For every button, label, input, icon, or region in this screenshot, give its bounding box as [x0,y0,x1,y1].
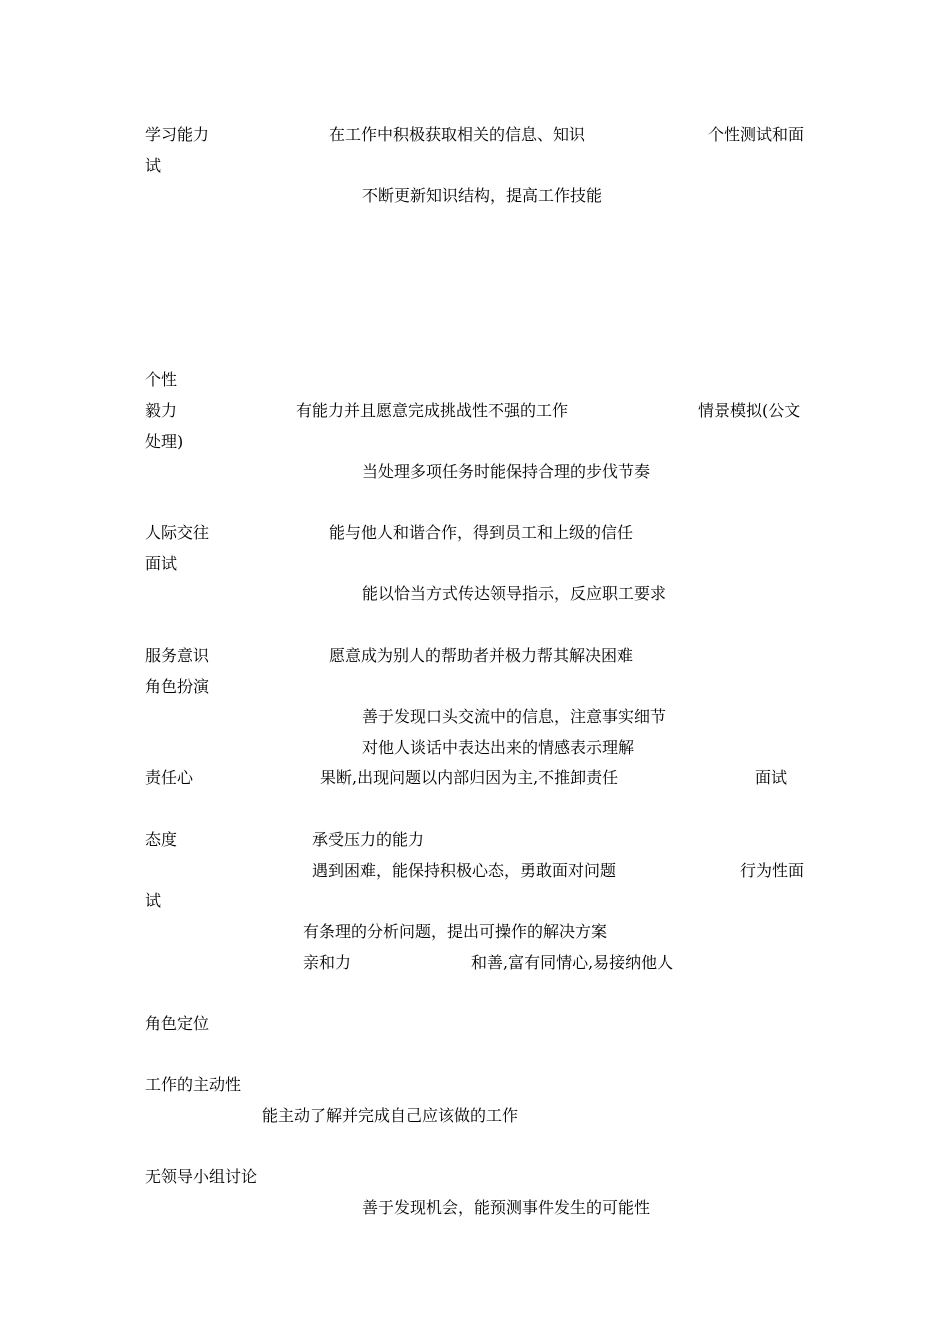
category-attitude: 态度 [145,830,178,849]
description-text: 不断更新知识结构，提高工作技能 [362,186,603,205]
category-personality: 个性 [145,370,178,389]
competency-stress-tolerance: 承受压力的能力 [312,830,425,849]
description-text: 有条理的分析问题，提出可操作的解决方案 [303,922,608,941]
competency-initiative: 工作的主动性 [145,1075,242,1094]
assessment-method-leaderless-group: 无领导小组讨论 [145,1167,258,1186]
competency-responsibility: 责任心 [145,768,194,787]
description-text: 对他人谈话中表达出来的情感表示理解 [362,738,635,757]
competency-learning-ability: 学习能力 [145,125,210,144]
assessment-method: 面试 [755,768,788,787]
description-text: 能与他人和谐合作，得到员工和上级的信任 [329,523,634,542]
competency-interpersonal: 人际交往 [145,523,210,542]
assessment-method: 行为性面 [740,861,805,880]
competency-perseverance: 毅力 [145,401,178,420]
assessment-method: 情景模拟(公文 [698,401,801,420]
competency-affinity: 亲和力 [303,953,352,972]
description-text: 在工作中积极获取相关的信息、知识 [329,125,586,144]
description-text: 果断,出现问题以内部归因为主,不推卸责任 [320,768,619,787]
description-text: 愿意成为别人的帮助者并极力帮其解决困难 [329,646,634,665]
assessment-method-continued: 试 [145,156,162,175]
description-text: 当处理多项任务时能保持合理的步伐节奏 [362,462,651,481]
assessment-method: 角色扮演 [145,677,210,696]
competency-role-positioning: 角色定位 [145,1014,210,1033]
assessment-method: 个性测试和面 [708,125,805,144]
description-text: 有能力并且愿意完成挑战性不强的工作 [296,401,569,420]
assessment-method: 面试 [145,554,178,573]
assessment-method-continued: 处理) [145,432,184,451]
assessment-method-continued: 试 [145,891,162,910]
description-text: 善于发现口头交流中的信息，注意事实细节 [362,707,667,726]
competency-service-awareness: 服务意识 [145,646,210,665]
description-text: 能以恰当方式传达领导指示，反应职工要求 [362,584,667,603]
description-text: 能主动了解并完成自己应该做的工作 [262,1106,519,1125]
description-text: 和善,富有同情心,易接纳他人 [471,953,674,972]
description-text: 遇到困难，能保持积极心态，勇敢面对问题 [312,861,617,880]
description-text: 善于发现机会，能预测事件发生的可能性 [362,1198,651,1217]
